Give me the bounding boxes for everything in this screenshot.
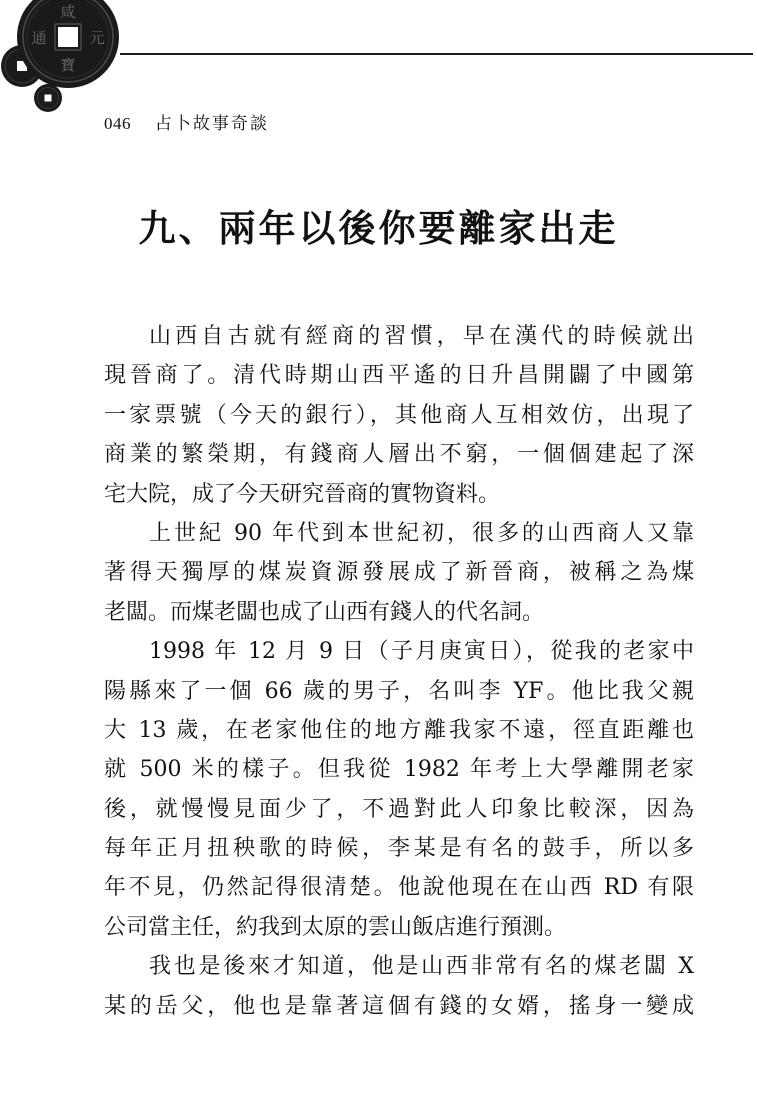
coin-char-left: 通 [31, 29, 47, 47]
text-line: 1998 年 12 月 9 日（子月庚寅日），從我的老家中 [149, 639, 694, 665]
running-header [104, 109, 269, 134]
text-line: 老闆。而煤老闆也成了山西有錢人的代名詞。 [104, 599, 545, 625]
page-number: 046 [104, 114, 131, 133]
paragraph-3 [104, 632, 694, 947]
text-line: 著得天獨厚的煤炭資源發展成了新晉商，被稱之為煤 [104, 560, 694, 586]
text-line: 我也是後來才知道，他是山西非常有名的煤老闆 X [149, 954, 694, 980]
text-line: 現晉商了。清代時期山西平遙的日升昌開闢了中國第 [104, 363, 694, 389]
coin-icon [0, 0, 120, 115]
text-line: 宅大院，成了今天研究晉商的實物資料。 [104, 481, 501, 507]
text-line: 後，就慢慢見面少了，不過對此人印象比較深，因為 [104, 796, 694, 822]
paragraph-1 [104, 317, 694, 514]
text-line: 上世紀 90 年代到本世紀初，很多的山西商人又靠 [149, 520, 694, 546]
text-line: 公司當主任，約我到太原的雲山飯店進行預測。 [104, 914, 567, 940]
ancient-coin-emblem [0, 0, 120, 115]
coin-char-right: 元 [89, 29, 105, 47]
text-line: 年不見，仍然記得很清楚。他說他現在在山西 RD 有限 [104, 875, 694, 901]
chapter-title: 九、兩年以後你要離家出走 [138, 206, 619, 250]
coin-char-bottom: 寶 [60, 56, 76, 74]
text-line: 山西自古就有經商的習慣，早在漢代的時候就出 [149, 324, 694, 349]
text-line: 某的岳父，他也是靠著這個有錢的女婿，搖身一變成 [104, 993, 694, 1019]
text-line: 一家票號（今天的銀行），其他商人互相效仿，出現了 [104, 402, 694, 428]
paragraph-4 [104, 947, 694, 1026]
coin-char-top: 咸 [60, 3, 76, 21]
text-line: 每年正月扭秧歌的時候，李某是有名的鼓手，所以多 [104, 836, 694, 862]
text-line: 商業的繁榮期，有錢商人層出不窮，一個個建起了深 [104, 442, 694, 468]
header-divider [120, 53, 753, 55]
body-text [104, 317, 694, 1026]
text-line: 陽縣來了一個 66 歲的男子，名叫李 YF。他比我父親 [104, 678, 694, 704]
book-title: 占卜故事奇談 [154, 114, 269, 134]
paragraph-2 [104, 514, 694, 632]
text-line: 大 13 歲，在老家他住的地方離我家不遠，徑直距離也 [104, 717, 694, 743]
text-line: 就 500 米的樣子。但我從 1982 年考上大學離開老家 [104, 757, 694, 783]
